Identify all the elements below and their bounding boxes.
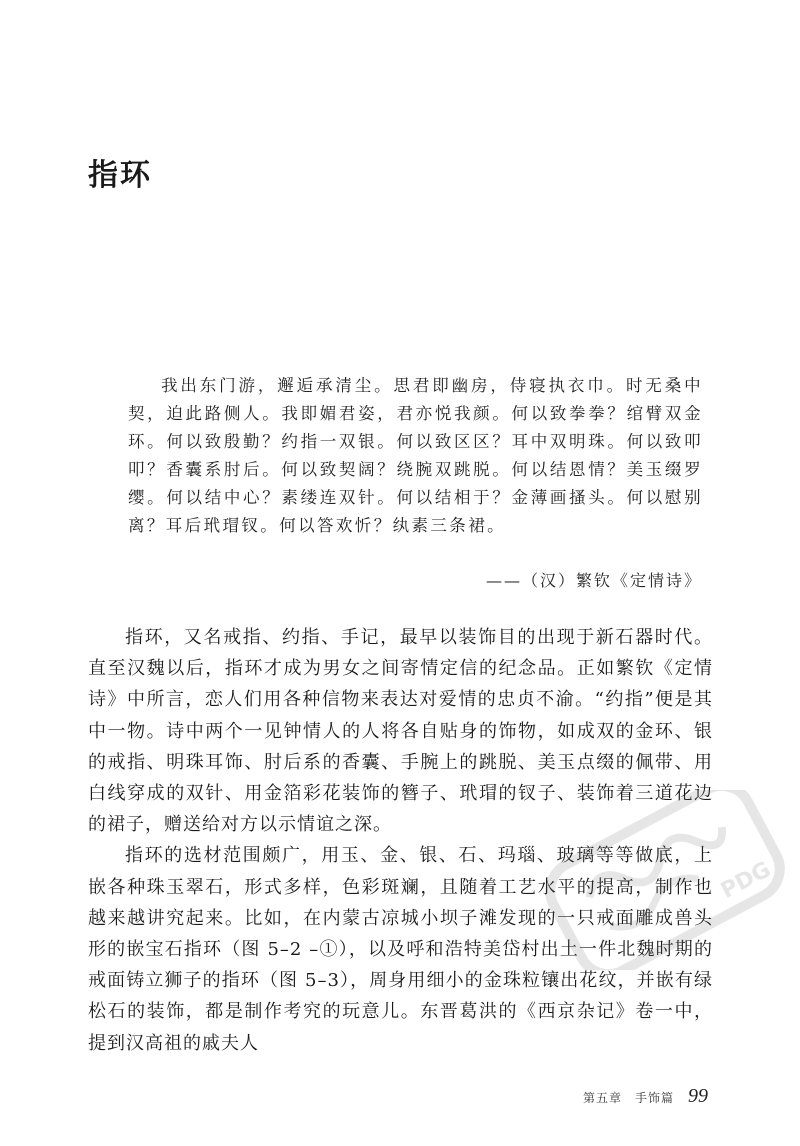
watermark-stamp bbox=[535, 790, 795, 970]
running-footer-chapter: 第五章 手饰篇 bbox=[582, 1091, 674, 1105]
chapter-title: 指环 bbox=[88, 158, 152, 193]
body-paragraph: 指环的选材范围颇广，用玉、金、银、石、玛瑙、玻璃等等做底，上嵌各种珠玉翠石，形式多样，色彩斑斓，且随着工艺水平的提高，制作也越来越讲究起来。比如，在内蒙古凉城小坝子滩发现的一只戒面雕成兽头形的嵌宝石指环（图 5–2 –①），以及呼和浩特美岱村出土一件北魏时期的戒面铸立狮子的指环（图 5–3），周身用细小的金珠粒镶出花纹，并嵌有绿松石的装饰，都是制作考究的玩意儿。东晋葛洪的《西京杂记》卷一中，提到汉高祖的戚夫人 bbox=[88, 845, 713, 1054]
epigraph-attribution: ——（汉）繁钦《定情诗》 bbox=[485, 571, 702, 590]
watermark-text: PDG bbox=[716, 857, 775, 904]
page-footer bbox=[583, 1085, 708, 1108]
epigraph-poem: 我出东门游，邂逅承清尘。思君即幽房，侍寝执衣巾。时无桑中契，迫此路侧人。我即媚君姿，君亦悦我颜。何以致拳拳？绾臂双金环。何以致殷勤？约指一双银。何以致区区？耳中双明珠。何以致叩叩？香囊系肘后。何以致契阔？绕腕双跳脱。何以结恩情？美玉缀罗缨。何以结中心？素缕连双针。何以结相于？金薄画搔头。何以慰别离？耳后玳瑁钗。何以答欢忻？纨素三条裙。 bbox=[128, 376, 703, 535]
watermark-seal-icon bbox=[540, 790, 791, 970]
body-paragraph: 指环，又名戒指、约指、手记，最早以装饰目的出现于新石器时代。直至汉魏以后，指环才成为男女之间寄情定信的纪念品。正如繁钦《定情诗》中所言，恋人们用各种信物来表达对爱情的忠贞不渝。“约指”便是其中一物。诗中两个一见钟情人的人将各自贴身的饰物，如成双的金环、银的戒指、明珠耳饰、肘后系的香囊、手腕上的跳脱、美玉点缀的佩带、用白线穿成的双针、用金箔彩花装饰的簪子、玳瑁的钗子、装饰着三道花边的裙子，赠送给对方以示情谊之深。 bbox=[88, 627, 713, 836]
page-number: 99 bbox=[688, 1085, 708, 1107]
